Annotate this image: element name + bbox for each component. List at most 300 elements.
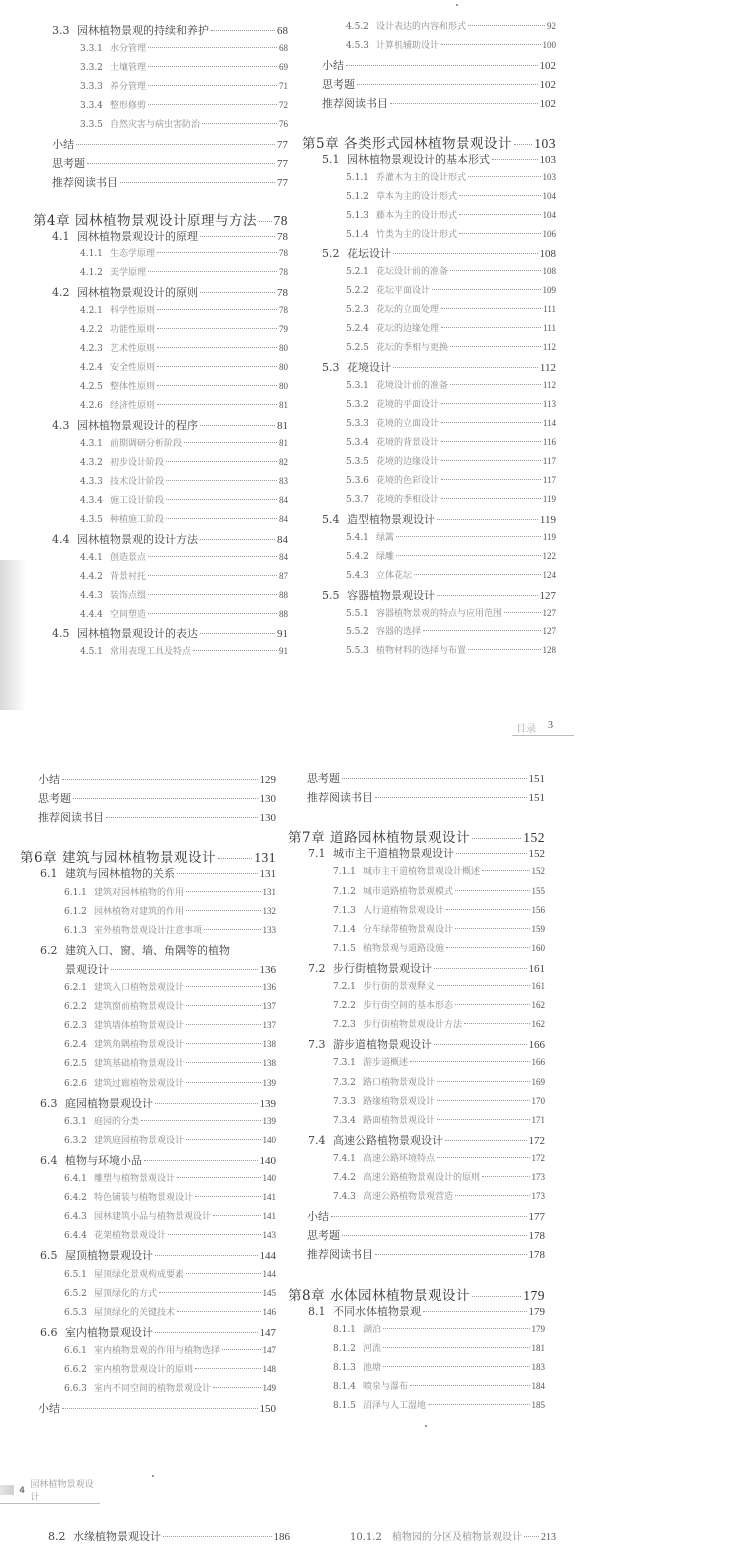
entry-title: 花境的边缘设计 [376, 456, 440, 467]
toc-back-matter-entry[interactable] [38, 771, 276, 789]
entry-number: 5.2.2 [346, 286, 369, 297]
toc-entry[interactable] [80, 512, 288, 530]
dot-leader [157, 385, 277, 386]
entry-number: 4.1.1 [80, 249, 103, 260]
entry-page-number: 155 [531, 885, 545, 896]
entry-title: 推荐阅读书目 [307, 1248, 373, 1262]
entry-number: 4.2.1 [80, 306, 103, 317]
entry-number: 5.3.4 [346, 437, 369, 448]
toc-back-matter-entry[interactable] [322, 95, 556, 113]
footer-bar [0, 1485, 14, 1495]
toc-entry[interactable] [80, 379, 288, 397]
entry-page-number: 161 [531, 981, 545, 991]
toc-entry[interactable] [346, 606, 556, 624]
dot-leader [393, 253, 538, 254]
toc-entry[interactable] [333, 1151, 545, 1169]
dot-leader [184, 442, 277, 443]
toc-entry[interactable] [346, 378, 556, 396]
toc-entry[interactable] [333, 922, 545, 940]
entry-number: 4.3 [52, 419, 70, 432]
toc-entry[interactable] [80, 493, 288, 511]
toc-entry[interactable] [64, 904, 276, 922]
dot-leader [410, 1385, 529, 1386]
dot-leader [450, 270, 540, 271]
entry-page-number: 169 [531, 1076, 545, 1087]
toc-entry[interactable] [333, 1113, 545, 1131]
toc-entry[interactable] [80, 569, 288, 587]
toc-entry[interactable] [333, 1398, 545, 1416]
toc-entry[interactable] [322, 511, 556, 529]
entry-page-number: 119 [542, 493, 556, 504]
toc-entry[interactable] [333, 979, 545, 997]
toc-chapter-entry[interactable] [288, 826, 545, 847]
entry-title: 建筑与园林植物景观设计 [62, 850, 216, 867]
toc-entry[interactable] [40, 1095, 276, 1113]
entry-title: 小结 [38, 773, 60, 786]
dot-leader [437, 985, 529, 986]
toc-entry[interactable] [346, 340, 556, 358]
entry-page-number: 186 [273, 1531, 290, 1543]
toc-entry[interactable] [64, 1114, 276, 1132]
toc-back-matter-entry[interactable] [38, 809, 276, 827]
toc-entry[interactable] [64, 1362, 276, 1380]
toc-back-matter-entry[interactable] [307, 789, 545, 807]
toc-entry[interactable] [40, 1247, 276, 1265]
toc-entry[interactable] [80, 98, 288, 116]
toc-back-matter-entry[interactable] [52, 155, 288, 173]
toc-entry[interactable] [333, 884, 545, 902]
dot-leader [434, 1044, 527, 1045]
entry-number: 7.3.3 [333, 1096, 356, 1107]
dot-leader [62, 1408, 258, 1409]
dot-leader [186, 891, 260, 892]
entry-page-number: 78 [277, 287, 288, 300]
dot-leader [177, 873, 258, 874]
entry-number: 7.1.4 [333, 924, 356, 935]
entry-number: 4.5 [52, 627, 70, 641]
entry-number: 4.2 [52, 286, 70, 300]
dot-leader [464, 1023, 529, 1024]
entry-page-number: 145 [262, 1287, 276, 1298]
entry-title: 雕塑与植物景观设计 [94, 1174, 176, 1184]
entry-title: 功能性原则 [110, 325, 156, 336]
toc-entry[interactable] [333, 1189, 545, 1207]
toc-entry[interactable] [64, 1133, 276, 1151]
toc-entry[interactable] [52, 625, 288, 643]
entry-page-number: 88 [279, 589, 288, 600]
entry-page-number: 160 [531, 942, 545, 953]
entry-page-number: 141 [262, 1192, 276, 1203]
toc-back-matter-entry[interactable] [307, 1246, 545, 1264]
entry-page-number: 162 [531, 1000, 545, 1011]
entry-title: 建筑入口、窗、墙、角隅等的植物 [65, 943, 230, 957]
entry-title: 庭园植物景观设计 [65, 1096, 153, 1110]
toc-back-matter-entry[interactable] [38, 1400, 276, 1418]
dot-leader [514, 144, 532, 145]
entry-number: 4.3.3 [80, 476, 103, 487]
dot-leader [148, 613, 277, 614]
toc-entry[interactable] [64, 1190, 276, 1208]
toc-entry[interactable] [40, 1152, 276, 1170]
entry-number: 7.2 [308, 961, 326, 975]
toc-entry[interactable] [64, 1209, 276, 1227]
entry-number: 6.3.1 [64, 1116, 87, 1127]
entry-number: 5.5.3 [346, 646, 369, 657]
entry-title: 不同水体植物景观 [333, 1304, 421, 1318]
toc-entry[interactable] [346, 170, 556, 188]
entry-title: 园林植物景观的持续和养护 [77, 24, 209, 37]
dot-leader [157, 252, 277, 253]
entry-number: 8.2 [48, 1530, 66, 1543]
toc-entry[interactable] [64, 1267, 276, 1285]
toc-entry-first-line [40, 942, 230, 960]
entry-page-number: 108 [539, 248, 556, 261]
entry-page-number: 184 [531, 1381, 545, 1391]
toc-entry[interactable] [80, 117, 288, 135]
scan-speck [152, 1475, 154, 1477]
entry-page-number: 141 [262, 1211, 276, 1222]
dot-leader [414, 574, 540, 575]
entry-page-number: 111 [543, 323, 556, 334]
toc-entry[interactable] [346, 454, 556, 472]
entry-title: 河流 [363, 1343, 382, 1354]
toc-entry[interactable] [52, 417, 288, 435]
toc-entry[interactable] [346, 492, 556, 510]
entry-page-number: 77 [277, 176, 288, 189]
entry-title: 水体园林植物景观设计 [330, 1287, 470, 1304]
entry-title: 园林植物景观的设计方法 [77, 532, 198, 546]
dot-leader [213, 1215, 260, 1216]
toc-back-matter-entry[interactable] [322, 76, 556, 94]
dot-leader [157, 404, 277, 405]
toc-entry[interactable] [346, 416, 556, 434]
entry-page-number: 104 [542, 209, 556, 220]
toc-entry[interactable] [308, 845, 545, 863]
entry-page-number: 84 [279, 551, 288, 562]
toc-entry[interactable] [64, 1037, 276, 1055]
toc-entry[interactable] [346, 283, 556, 301]
toc-entry[interactable] [64, 1381, 276, 1399]
toc-entry[interactable] [346, 643, 556, 661]
toc-entry[interactable] [308, 1132, 545, 1150]
toc-entry[interactable] [80, 246, 288, 264]
toc-entry[interactable] [40, 865, 276, 883]
dot-leader [141, 1120, 260, 1121]
toc-back-matter-entry[interactable] [38, 790, 276, 808]
dot-leader [211, 30, 275, 31]
toc-entry[interactable] [80, 436, 288, 454]
dot-leader [200, 633, 275, 634]
toc-entry[interactable] [333, 941, 545, 959]
toc-entry[interactable] [308, 1303, 545, 1321]
entry-page-number: 84 [279, 494, 288, 505]
dot-leader [166, 499, 277, 500]
entry-page-number: 68 [279, 42, 288, 53]
toc-entry[interactable] [350, 1528, 556, 1546]
toc-entry[interactable] [64, 980, 276, 998]
dot-leader [157, 328, 277, 329]
toc-entry[interactable] [346, 19, 556, 37]
toc-entry[interactable] [64, 1343, 276, 1361]
toc-entry[interactable] [333, 998, 545, 1016]
entry-number: 4.1 [52, 229, 70, 243]
toc-entry[interactable] [80, 303, 288, 321]
toc-entry[interactable] [308, 960, 545, 978]
toc-entry[interactable] [333, 1360, 545, 1378]
entry-title: 花坛设计 [347, 247, 391, 261]
toc-entry[interactable] [346, 189, 556, 207]
toc-entry[interactable] [64, 1018, 276, 1036]
dot-leader [524, 1536, 539, 1537]
entry-number: 10.1.2 [350, 1532, 382, 1543]
dot-leader [396, 555, 540, 556]
toc-entry[interactable] [40, 1324, 276, 1342]
entry-page-number: 114 [542, 418, 556, 428]
toc-entry[interactable] [64, 999, 276, 1017]
toc-entry[interactable] [64, 885, 276, 903]
toc-entry[interactable] [322, 587, 556, 605]
toc-chapter-entry[interactable] [20, 846, 276, 867]
entry-number: 4.2.4 [80, 363, 103, 374]
entry-number: 6.2.1 [64, 983, 87, 993]
entry-title: 城市主干道植物景观设计概述 [363, 867, 481, 878]
entry-number: 5.5.1 [346, 608, 369, 619]
toc-entry[interactable] [333, 903, 545, 921]
entry-page-number: 170 [531, 1095, 545, 1106]
toc-entry[interactable] [80, 607, 288, 625]
toc-chapter-entry[interactable] [288, 1284, 545, 1302]
entry-title: 步行街的景观释义 [363, 982, 436, 992]
toc-entry[interactable] [333, 1075, 545, 1093]
entry-title: 花境设计前的准备 [376, 381, 449, 392]
entry-number: 第5章 [302, 135, 340, 152]
toc-back-matter-entry[interactable] [322, 57, 556, 75]
entry-number: 5.3.7 [346, 494, 369, 505]
entry-title: 园林植物对建筑的作用 [94, 906, 185, 917]
dot-leader [111, 969, 258, 970]
toc-entry[interactable] [80, 265, 288, 283]
dot-leader [157, 347, 277, 348]
entry-page-number: 119 [542, 531, 556, 542]
toc-entry[interactable] [64, 1286, 276, 1304]
toc-entry[interactable] [333, 1055, 545, 1073]
entry-page-number: 147 [262, 1344, 276, 1355]
toc-entry[interactable] [80, 455, 288, 473]
entry-title: 种植施工阶段 [110, 514, 165, 525]
toc-entry[interactable] [52, 228, 288, 246]
toc-entry[interactable] [322, 245, 556, 263]
entry-page-number: 172 [528, 1134, 545, 1147]
dot-leader [455, 890, 529, 891]
entry-title: 植物与环境小品 [65, 1153, 142, 1167]
toc-entry[interactable] [80, 41, 288, 59]
dot-leader [168, 1234, 260, 1235]
entry-number: 8.1.3 [333, 1362, 356, 1373]
dot-leader [468, 176, 540, 177]
toc-entry[interactable] [52, 531, 288, 549]
entry-title: 建筑墙体植物景观设计 [94, 1021, 185, 1032]
dot-leader [441, 403, 541, 404]
entry-number: 6.2.5 [64, 1059, 87, 1070]
entry-title: 花坛设计前的准备 [376, 267, 449, 278]
entry-page-number: 111 [543, 304, 556, 315]
toc-back-matter-entry[interactable] [307, 1208, 545, 1226]
toc-entry[interactable] [333, 1017, 545, 1035]
toc-back-matter-entry[interactable] [52, 136, 288, 154]
toc-entry[interactable] [346, 435, 556, 453]
entry-number: 第7章 [288, 830, 326, 847]
entry-number: 4.2.2 [80, 325, 103, 336]
dot-leader [186, 1082, 260, 1083]
dot-leader [186, 910, 260, 911]
page-footer-4 [0, 1477, 100, 1504]
dot-leader [441, 479, 541, 480]
footer-book-title: 园林植物景观设计 [30, 1480, 94, 1503]
entry-page-number: 139 [259, 1097, 276, 1110]
dot-leader [120, 182, 275, 183]
dot-leader [157, 309, 277, 310]
toc-entry[interactable] [64, 1171, 276, 1189]
toc-back-matter-entry[interactable] [52, 174, 288, 192]
entry-title: 竹类为主的设计形式 [376, 229, 458, 240]
entry-number: 3.3.1 [80, 43, 103, 54]
toc-entry[interactable] [40, 961, 276, 979]
entry-number: 6.4.3 [64, 1212, 87, 1223]
toc-entry[interactable] [346, 208, 556, 226]
entry-title: 建筑对园林植物的作用 [94, 887, 185, 898]
dot-leader [195, 1368, 260, 1369]
entry-page-number: 156 [531, 904, 545, 915]
toc-entry[interactable] [333, 864, 545, 882]
entry-number: 6.2 [40, 943, 58, 957]
entry-page-number: 149 [262, 1383, 276, 1394]
entry-number: 4.4 [52, 532, 70, 546]
toc-entry[interactable] [64, 923, 276, 941]
toc-entry[interactable] [333, 1094, 545, 1112]
toc-entry[interactable] [346, 38, 556, 56]
toc-entry[interactable] [64, 1228, 276, 1246]
entry-title: 经济性原则 [110, 401, 156, 412]
entry-page-number: 71 [279, 80, 288, 91]
toc-entry[interactable] [80, 322, 288, 340]
entry-number: 5.4.3 [346, 570, 369, 581]
entry-number: 4.3.5 [80, 514, 103, 525]
toc-entry[interactable] [80, 550, 288, 568]
toc-chapter-entry[interactable] [33, 209, 288, 227]
dot-leader [346, 65, 538, 66]
entry-number: 4.3.4 [80, 495, 103, 506]
toc-entry[interactable] [80, 474, 288, 492]
entry-title: 花境的立面设计 [376, 419, 440, 429]
toc-entry[interactable] [346, 321, 556, 339]
entry-title: 思考题 [52, 156, 85, 170]
dot-leader [455, 928, 529, 929]
entry-page-number: 166 [528, 1039, 545, 1052]
dot-leader [375, 1254, 527, 1255]
dot-leader [446, 909, 529, 910]
toc-entry[interactable] [346, 264, 556, 282]
toc-entry[interactable] [346, 473, 556, 491]
entry-title: 庭园的分类 [94, 1116, 140, 1127]
toc-entry[interactable] [64, 1305, 276, 1323]
toc-entry[interactable] [80, 588, 288, 606]
toc-entry[interactable] [346, 568, 556, 586]
toc-entry[interactable] [346, 549, 556, 567]
dot-leader [423, 1311, 527, 1312]
toc-entry[interactable] [80, 644, 288, 662]
toc-entry[interactable] [80, 79, 288, 97]
dot-leader [393, 367, 538, 368]
dot-leader [148, 66, 277, 67]
entry-page-number: 92 [547, 21, 556, 31]
entry-page-number: 128 [542, 645, 556, 656]
entry-number: 5.3.3 [346, 419, 369, 429]
entry-title: 初步设计阶段 [110, 457, 165, 468]
toc-entry[interactable] [80, 360, 288, 378]
toc-entry[interactable] [322, 151, 556, 169]
toc-entry[interactable] [346, 227, 556, 245]
toc-entry[interactable] [346, 397, 556, 415]
toc-entry[interactable] [52, 22, 288, 40]
entry-page-number: 150 [259, 1403, 276, 1416]
dot-leader [159, 1292, 260, 1293]
entry-page-number: 109 [542, 285, 556, 296]
toc-entry[interactable] [64, 1076, 276, 1094]
toc-back-matter-entry[interactable] [307, 770, 545, 788]
toc-entry[interactable] [80, 398, 288, 416]
toc-entry[interactable] [80, 341, 288, 359]
toc-entry[interactable] [346, 302, 556, 320]
dot-leader [482, 870, 529, 871]
dot-leader [450, 384, 541, 385]
entry-title: 水缘植物景观设计 [73, 1530, 161, 1543]
toc-entry[interactable] [308, 1036, 545, 1054]
toc-entry[interactable] [322, 359, 556, 377]
toc-entry[interactable] [64, 1056, 276, 1074]
toc-entry[interactable] [333, 1322, 545, 1340]
toc-entry[interactable] [333, 1170, 545, 1188]
entry-title: 安全性原则 [110, 363, 156, 374]
entry-title: 装饰点缀 [110, 590, 147, 601]
entry-page-number: 144 [262, 1268, 276, 1279]
dot-leader [177, 1311, 260, 1312]
entry-number: 6.6.1 [64, 1345, 87, 1356]
entry-page-number: 140 [262, 1173, 276, 1183]
toc-entry[interactable] [346, 530, 556, 548]
toc-entry[interactable] [333, 1379, 545, 1397]
dot-leader [200, 539, 275, 540]
entry-number: 6.1.2 [64, 906, 87, 917]
toc-entry[interactable] [346, 624, 556, 642]
dot-leader [456, 853, 527, 854]
entry-number: 6.5.2 [64, 1288, 87, 1299]
toc-chapter-entry[interactable] [302, 132, 556, 150]
dot-leader [459, 195, 540, 196]
toc-entry[interactable] [333, 1341, 545, 1359]
entry-number: 4.1.2 [80, 268, 103, 279]
entry-number: 8.1.5 [333, 1401, 356, 1412]
entry-title: 沼泽与人工湿地 [363, 1401, 427, 1412]
toc-entry[interactable] [52, 284, 288, 302]
entry-page-number: 146 [262, 1306, 276, 1317]
toc-entry[interactable] [48, 1528, 290, 1546]
toc-back-matter-entry[interactable] [307, 1227, 545, 1245]
toc-entry[interactable] [80, 60, 288, 78]
entry-title: 空间塑造 [110, 609, 147, 620]
entry-page-number: 129 [259, 774, 276, 786]
dot-leader [437, 519, 538, 520]
dot-leader [437, 1081, 529, 1082]
